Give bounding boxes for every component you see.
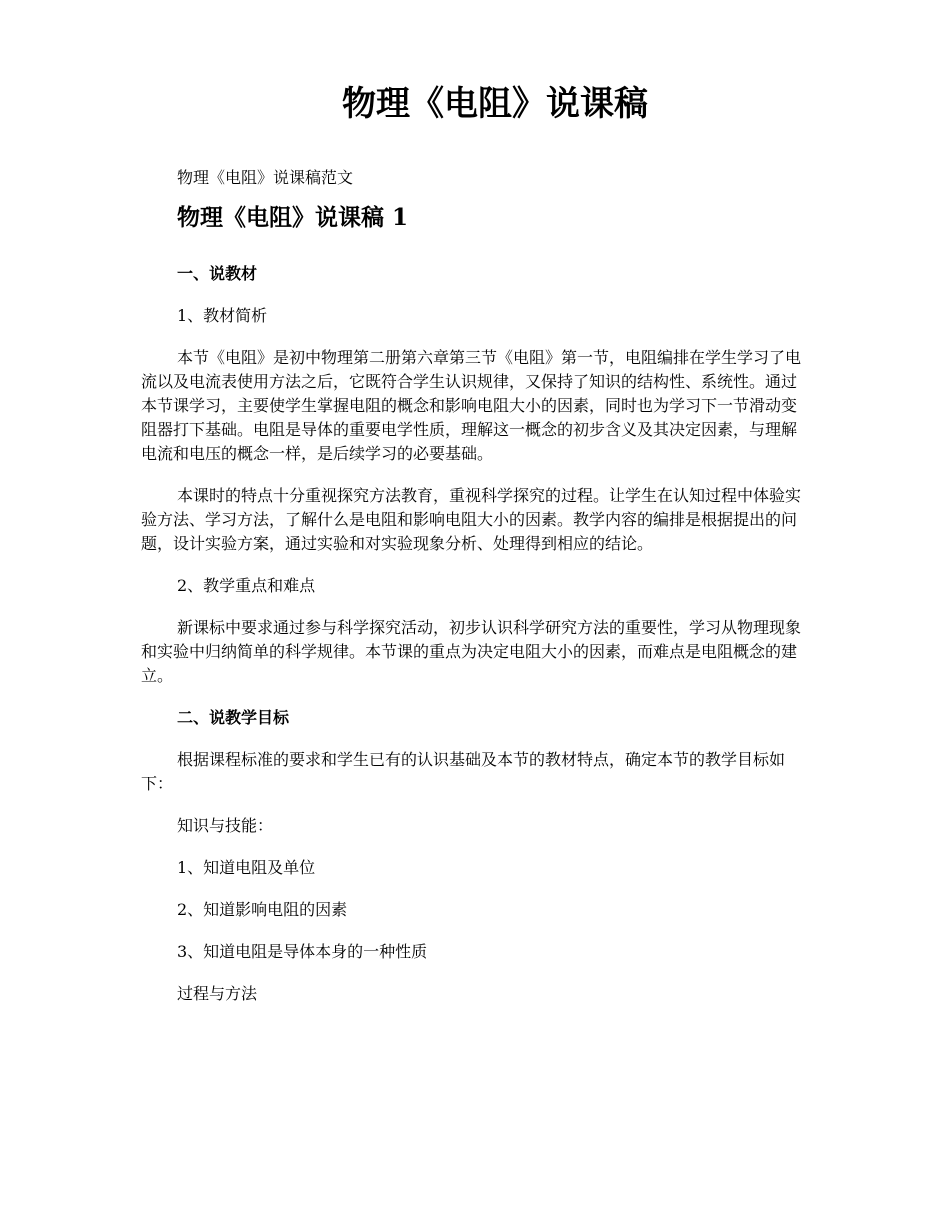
label-knowledge-skills: 知识与技能： — [177, 816, 274, 835]
document-title: 物理《电阻》说课稿 — [342, 84, 648, 124]
label-process-method: 过程与方法 — [177, 984, 258, 1003]
subheading-material-analysis: 1、教材简析 — [177, 306, 268, 325]
list-item-goal-3: 3、知道电阻是导体本身的一种性质 — [177, 942, 428, 961]
section-title: 物理《电阻》说课稿 1 — [177, 204, 409, 231]
paragraph-lesson-features: 本课时的特点十分重视探究方法教育，重视科学探究的过程。让学生在认知过程中体验实验方法、学习方法，了解什么是电阻和影响电阻大小的因素。教学内容的编排是根据提出的问题，设计实验方案，通过实验和对实验现象分析、处理得到相应的结论。 — [141, 486, 802, 553]
list-item-goal-2: 2、知道影响电阻的因素 — [177, 900, 348, 919]
paragraph-key-points: 新课标中要求通过参与科学探究活动，初步认识科学研究方法的重要性，学习从物理现象和实验中归纳简单的科学规律。本节课的重点为决定电阻大小的因素，而难点是电阻概念的建立。 — [141, 618, 802, 685]
heading-teaching-goals: 二、说教学目标 — [177, 708, 290, 727]
paragraph-material-analysis: 本节《电阻》是初中物理第二册第六章第三节《电阻》第一节，电阻编排在学生学习了电流以及电流表使用方法之后，它既符合学生认识规律，又保持了知识的结构性、系统性。通过本节课学习，主要使学生掌握电阻的概念和影响电阻大小的因素，同时也为学习下一节滑动变阻器打下基础。电阻是导体的重要电学性质，理解这一概念的初步含义及其决定因素，与理解电流和电压的概念一样，是后续学习的必要基础。 — [141, 348, 802, 463]
document-subtitle: 物理《电阻》说课稿范文 — [177, 168, 354, 187]
document-body — [141, 166, 811, 1024]
paragraph-teaching-goals: 根据课程标准的要求和学生已有的认识基础及本节的教材特点，确定本节的教学目标如下： — [141, 750, 786, 793]
heading-teaching-material: 一、说教材 — [177, 264, 258, 283]
list-item-goal-1: 1、知道电阻及单位 — [177, 858, 316, 877]
subheading-key-points: 2、教学重点和难点 — [177, 576, 316, 595]
